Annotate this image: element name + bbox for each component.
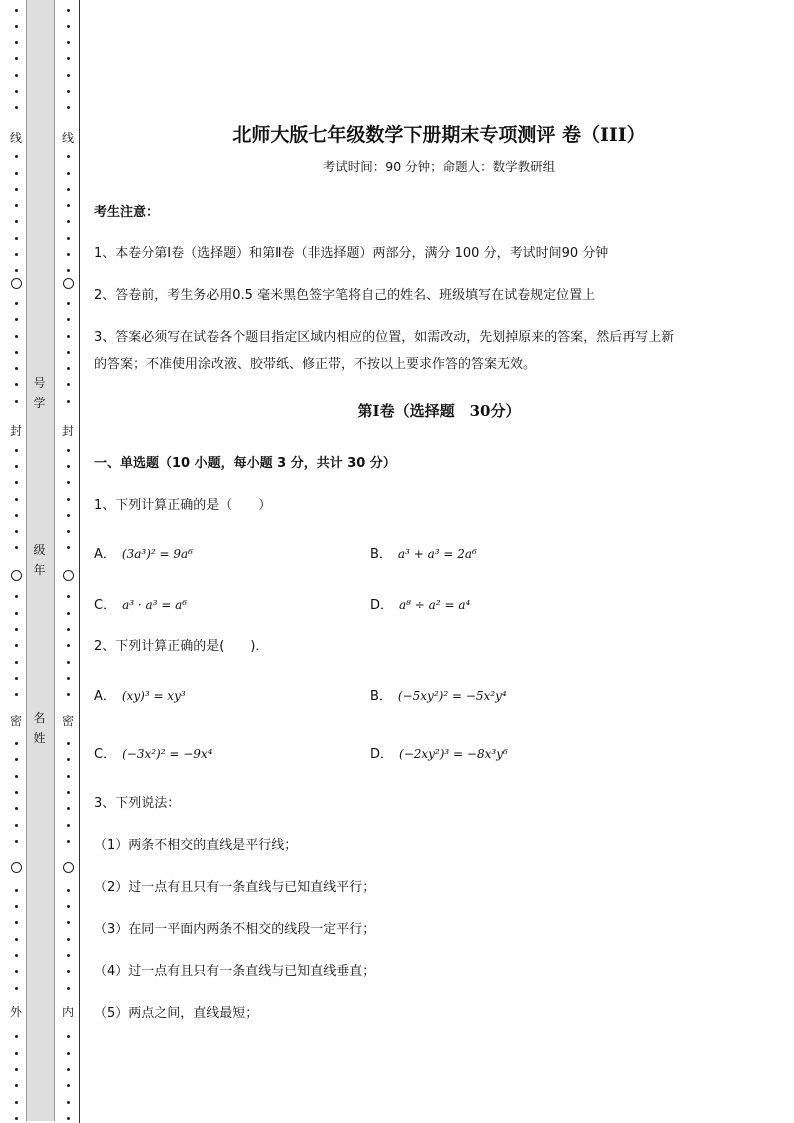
option-c[interactable] bbox=[94, 743, 212, 762]
cut-line-dot bbox=[8, 937, 24, 941]
cut-line-dot bbox=[8, 774, 24, 778]
cut-line-dot bbox=[8, 236, 24, 240]
notice-item: 的答案；不准使用涂改液、胶带纸、修正带，不按以上要求作答的答案无效。 bbox=[94, 357, 537, 372]
option-label: C． bbox=[94, 747, 117, 762]
cut-line-dot bbox=[60, 1084, 76, 1088]
cut-line-dot bbox=[8, 970, 24, 974]
statement-item: （3）在同一平面内两条不相交的线段一定平行； bbox=[94, 922, 376, 937]
cut-line-dot bbox=[8, 839, 24, 843]
cut-line-dot bbox=[8, 676, 24, 680]
part-heading: 一、单选题（10 小题，每小题 3 分，共计 30 分） bbox=[94, 456, 396, 471]
cut-line-dot bbox=[8, 693, 24, 697]
cut-line-dot bbox=[8, 383, 24, 387]
cut-line-dot bbox=[8, 367, 24, 371]
margin-border-line bbox=[79, 0, 80, 1123]
cut-line-dot bbox=[60, 318, 76, 322]
cut-line-dot bbox=[60, 187, 76, 191]
option-label: B． bbox=[370, 547, 392, 562]
cut-line-dot bbox=[8, 1084, 24, 1088]
cut-line-dot bbox=[60, 253, 76, 257]
option-expression: (xy)³ = xy³ bbox=[121, 689, 186, 703]
cut-line-dot bbox=[60, 24, 76, 28]
cut-line-dot bbox=[60, 383, 76, 387]
outer-mark-wai: 外 bbox=[9, 1005, 22, 1019]
cut-line-dot bbox=[8, 1035, 24, 1039]
cut-line-dot bbox=[8, 318, 24, 322]
option-d[interactable] bbox=[370, 594, 470, 613]
exam-title: 北师大版七年级数学下册期末专项测评 卷（III） bbox=[232, 124, 646, 146]
cut-line-dot bbox=[60, 905, 76, 909]
cut-line-dot bbox=[8, 742, 24, 746]
outer-circle-icon bbox=[11, 570, 22, 581]
cut-line-dot bbox=[60, 8, 76, 12]
cut-line-dot bbox=[60, 367, 76, 371]
notice-heading: 考生注意： bbox=[94, 205, 160, 220]
exam-number-field[interactable] bbox=[26, 373, 53, 413]
section-title: 第Ⅰ卷（选择题 30分） bbox=[357, 402, 521, 420]
option-label: D． bbox=[370, 598, 394, 613]
cut-line-dot bbox=[60, 693, 76, 697]
question-stem: 1、下列计算正确的是（ ） bbox=[94, 498, 272, 513]
option-expression: (−3x²)² = −9x⁴ bbox=[122, 747, 213, 761]
cut-line-dot bbox=[8, 644, 24, 648]
cut-line-dot bbox=[8, 41, 24, 45]
cut-line-dot bbox=[60, 236, 76, 240]
inner-mark-mi: 密 bbox=[61, 714, 74, 728]
outer-dotted-cut-line bbox=[8, 0, 24, 1123]
question-stem: 2、下列计算正确的是( )． bbox=[94, 639, 269, 654]
cut-line-dot bbox=[8, 530, 24, 534]
option-c[interactable] bbox=[94, 594, 187, 613]
cut-line-dot bbox=[8, 155, 24, 159]
cut-line-dot bbox=[60, 269, 76, 273]
name-field[interactable] bbox=[26, 708, 53, 748]
cut-line-dot bbox=[60, 660, 76, 664]
inner-dotted-cut-line bbox=[60, 0, 76, 1123]
cut-line-dot bbox=[8, 220, 24, 224]
cut-line-dot bbox=[8, 448, 24, 452]
cut-line-dot bbox=[8, 350, 24, 354]
cut-line-dot bbox=[60, 57, 76, 61]
option-label: B． bbox=[370, 689, 392, 704]
option-label: D． bbox=[370, 747, 394, 762]
cut-line-dot bbox=[60, 513, 76, 517]
exam-number-label: 号学 bbox=[33, 376, 46, 410]
option-b[interactable] bbox=[370, 543, 477, 562]
cut-line-dot bbox=[60, 106, 76, 110]
cut-line-dot bbox=[8, 1116, 24, 1120]
cut-line-dot bbox=[8, 269, 24, 273]
cut-line-dot bbox=[8, 1051, 24, 1055]
cut-line-dot bbox=[60, 301, 76, 305]
inner-mark-xian: 线 bbox=[61, 131, 74, 145]
cut-line-dot bbox=[60, 986, 76, 990]
cut-line-dot bbox=[60, 1035, 76, 1039]
cut-line-dot bbox=[60, 595, 76, 599]
cut-line-dot bbox=[8, 497, 24, 501]
cut-line-dot bbox=[8, 595, 24, 599]
cut-line-dot bbox=[60, 90, 76, 94]
cut-line-dot bbox=[60, 399, 76, 403]
cut-line-dot bbox=[8, 464, 24, 468]
cut-line-dot bbox=[8, 627, 24, 631]
inner-circle-icon bbox=[63, 862, 74, 873]
option-expression: a³ · a³ = a⁶ bbox=[122, 598, 188, 612]
cut-line-dot bbox=[8, 106, 24, 110]
cut-line-dot bbox=[60, 204, 76, 208]
cut-line-dot bbox=[60, 497, 76, 501]
outer-mark-feng: 封 bbox=[9, 424, 22, 438]
cut-line-dot bbox=[60, 627, 76, 631]
statement-item: （5）两点之间，直线最短； bbox=[94, 1006, 259, 1021]
cut-line-dot bbox=[60, 350, 76, 354]
binding-margin bbox=[0, 0, 84, 1123]
option-expression: (3a³)² = 9a⁶ bbox=[121, 547, 193, 561]
cut-line-dot bbox=[60, 448, 76, 452]
option-expression: a³ + a³ = 2a⁶ bbox=[397, 547, 477, 561]
cut-line-dot bbox=[60, 611, 76, 615]
cut-line-dot bbox=[60, 530, 76, 534]
cut-line-dot bbox=[8, 611, 24, 615]
cut-line-dot bbox=[8, 301, 24, 305]
inner-circle-icon bbox=[63, 570, 74, 581]
cut-line-dot bbox=[60, 1100, 76, 1104]
cut-line-dot bbox=[60, 790, 76, 794]
cut-line-dot bbox=[8, 57, 24, 61]
cut-line-dot bbox=[60, 823, 76, 827]
cut-line-dot bbox=[60, 546, 76, 550]
cut-line-dot bbox=[60, 481, 76, 485]
option-a[interactable] bbox=[94, 543, 193, 562]
cut-line-dot bbox=[8, 790, 24, 794]
cut-line-dot bbox=[60, 921, 76, 925]
outer-circle-icon bbox=[11, 862, 22, 873]
cut-line-dot bbox=[60, 676, 76, 680]
option-label: A． bbox=[94, 689, 116, 704]
cut-line-dot bbox=[60, 970, 76, 974]
option-b[interactable] bbox=[370, 685, 507, 704]
cut-line-dot bbox=[60, 774, 76, 778]
cut-line-dot bbox=[60, 334, 76, 338]
class-label: 级年 bbox=[33, 543, 46, 577]
class-field[interactable] bbox=[26, 540, 53, 580]
outer-circle-icon bbox=[11, 278, 22, 289]
statement-item: （2）过一点有且只有一条直线与已知直线平行； bbox=[94, 880, 376, 895]
cut-line-dot bbox=[60, 155, 76, 159]
cut-line-dot bbox=[8, 204, 24, 208]
notice-item: 3、答案必须写在试卷各个题目指定区域内相应的位置，如需改动，先划掉原来的答案，然后再写上新 bbox=[94, 330, 675, 345]
cut-line-dot bbox=[8, 921, 24, 925]
cut-line-dot bbox=[8, 660, 24, 664]
cut-line-dot bbox=[8, 513, 24, 517]
question-stem: 3、下列说法： bbox=[94, 796, 181, 811]
cut-line-dot bbox=[8, 24, 24, 28]
cut-line-dot bbox=[60, 1116, 76, 1120]
cut-line-dot bbox=[8, 905, 24, 909]
cut-line-dot bbox=[8, 171, 24, 175]
option-expression: (−2xy²)³ = −8x³y⁶ bbox=[399, 747, 508, 761]
cut-line-dot bbox=[60, 807, 76, 811]
notice-item: 1、本卷分第Ⅰ卷（选择题）和第Ⅱ卷（非选择题）两部分，满分 100 分，考试时间90 分钟 bbox=[94, 246, 609, 261]
inner-mark-feng: 封 bbox=[61, 424, 74, 438]
statement-item: （4）过一点有且只有一条直线与已知直线垂直； bbox=[94, 964, 376, 979]
cut-line-dot bbox=[8, 1068, 24, 1072]
cut-line-dot bbox=[8, 73, 24, 77]
option-d[interactable] bbox=[370, 743, 508, 762]
option-expression: a⁸ ÷ a² = a⁴ bbox=[399, 598, 471, 612]
cut-line-dot bbox=[60, 220, 76, 224]
cut-line-dot bbox=[8, 90, 24, 94]
cut-line-dot bbox=[8, 481, 24, 485]
cut-line-dot bbox=[8, 399, 24, 403]
option-label: A． bbox=[94, 547, 116, 562]
cut-line-dot bbox=[8, 334, 24, 338]
cut-line-dot bbox=[60, 1068, 76, 1072]
cut-line-dot bbox=[60, 758, 76, 762]
cut-line-dot bbox=[60, 742, 76, 746]
notice-item: 2、答卷前，考生务必用0.5 毫米黑色签字笔将自己的姓名、班级填写在试卷规定位置上 bbox=[94, 288, 596, 303]
option-label: C． bbox=[94, 598, 117, 613]
cut-line-dot bbox=[60, 73, 76, 77]
inner-mark-nei: 内 bbox=[61, 1005, 74, 1019]
exam-subtitle: 考试时间：90 分钟；命题人：数学教研组 bbox=[322, 159, 556, 174]
cut-line-dot bbox=[60, 644, 76, 648]
cut-line-dot bbox=[8, 888, 24, 892]
outer-mark-xian: 线 bbox=[9, 131, 22, 145]
cut-line-dot bbox=[60, 937, 76, 941]
cut-line-dot bbox=[8, 986, 24, 990]
cut-line-dot bbox=[60, 464, 76, 468]
cut-line-dot bbox=[60, 1051, 76, 1055]
name-label: 名姓 bbox=[33, 711, 46, 745]
cut-line-dot bbox=[8, 253, 24, 257]
cut-line-dot bbox=[60, 41, 76, 45]
cut-line-dot bbox=[60, 888, 76, 892]
cut-line-dot bbox=[8, 953, 24, 957]
cut-line-dot bbox=[8, 8, 24, 12]
cut-line-dot bbox=[60, 953, 76, 957]
inner-circle-icon bbox=[63, 278, 74, 289]
cut-line-dot bbox=[8, 758, 24, 762]
cut-line-dot bbox=[8, 823, 24, 827]
cut-line-dot bbox=[8, 187, 24, 191]
cut-line-dot bbox=[60, 171, 76, 175]
statement-item: （1）两条不相交的直线是平行线； bbox=[94, 838, 298, 853]
outer-mark-mi: 密 bbox=[9, 714, 22, 728]
cut-line-dot bbox=[8, 546, 24, 550]
option-a[interactable] bbox=[94, 685, 186, 704]
cut-line-dot bbox=[8, 1100, 24, 1104]
option-expression: (−5xy²)² = −5x²y⁴ bbox=[397, 689, 507, 703]
cut-line-dot bbox=[8, 807, 24, 811]
cut-line-dot bbox=[60, 839, 76, 843]
